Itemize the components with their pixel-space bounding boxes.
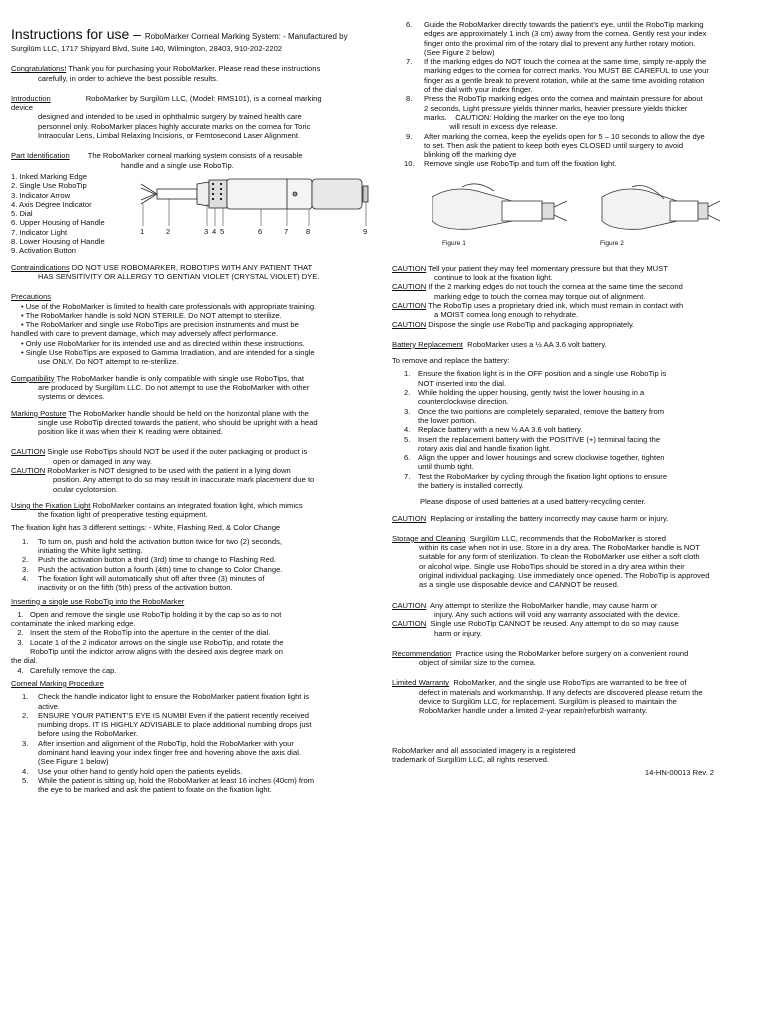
document-header: Instructions for use – RoboMarker Corneal Marking System: - Manufactured by: [11, 26, 348, 42]
precautions-heading: Precautions: [11, 292, 52, 302]
robomarker-diagram: [137, 172, 372, 244]
recommendation: Recommendation Practice using the RoboMarker before surgery on a convenient round: [392, 648, 689, 658]
part-identification-heading: Part Identification The RoboMarker corneal marking system consists of a reusable: [11, 151, 303, 161]
contraindications: Contraindications DO NOT USE ROBOMARKER, ROBOTIPS WITH ANY PATIENT THAT: [11, 262, 313, 272]
marking-posture: Marking Posture The RoboMarker handle should be held on the horizontal plane with the: [11, 408, 309, 418]
part-item: 6. Upper Housing of Handle: [11, 218, 105, 228]
left-column: Instructions for use – RoboMarker Corneal Marking System: - Manufactured by Surgilūm LLC, 1717 Shipyard Blvd, Suite 140, Wilmington, 28403, 910-202-2202 Congratulations! Thank you for purchasing your RoboMarker. Please read these instructions carefully, in order to achieve the best possible results. Introduction RoboMarker by Surgilūm LLC, (Model: RMS101), is a corneal marking device designed and intended to be used in ophthalmic surgery by trained health care personnel only. RoboMarker places highly accurate marks on the cornea for Toric Intraocular Lens, Limbal Relaxing Incisions, or Femtosecond Laser Alignment. Part Identification The RoboMarker corneal marking system consists of a reusable handle and a single use RoboTip. 1. Inked Marking Edge 2. Single Use RoboTip 3. Indicator Arrow 4. Axis Degree Indicator 5. Dial 6. Upper Housing of Handle 7. Indicator Light 8. Lower Housing of Handle 9. Activation Button 1 2 3 4 5 6 7 8 9 Contraindications DO NOT USE ROBOMARKER, ROBOTIPS WITH ANY PATIENT THAT HAS SENSITIVITY OR ALLERGY TO GENTIAN VIOLET (CRYSTAL VIOLET) DYE. Precautions • Use of the RoboMarker is limited to health care professionals with appropriate training. • The RoboMarker handle is sold NON STERILE. Do NOT attempt to sterilize. • The RoboMarker and single use RoboTips are precision instruments and must be handled with care to prevent damage, which may adversely affect performance. • Only use RoboMarker for its intended use and as directed within these instructions. • Single Use RoboTips are exposed to Gamma Irradiation, and are intended for a single use ONLY. Do NOT attempt to re-sterilize. Compatibility The RoboMarker handle is only compatible with single use RoboTips, that are produced by Surgilūm LLC. Do not attempt to use the RoboMarker with other systems or devices. Marking Posture The RoboMarker handle should be held on the horizontal plane with the single use RoboTip directed towards the patient, who should be upright with a head position like it was when their K reading were obtained. CAUTION Single use RoboTips should NOT be used if the outer packaging or product is open or damaged in any way. CAUTION RoboMarker is NOT designed to be used with the patient in a lying down position. Any attempt to do so may result in inaccurate mark placement due to ocular cyclotorsion. Using the Fixation Light RoboMarker contains an integrated fixation light, which mimics the fixation light of preoperative testing equipment. The fixation light has 3 different settings: - White, Flashing Red, & Color Change 1. To turn on, push and hold the activation button twice for two (2) seconds, initiating the White light setting. 2. Push the activation button a third (3rd) time to change to Flashing Red. 3. Push the activation button a fourth (4th) time to change to Color Change. 4. The fixation light will automatically shut off after three (3) minutes of inactivity or on the fifth (5th) press of the activation button. Inserting a single use RoboTip into the RoboMarker 1. Open and remove the single use RoboTip holding it by the cap so as to not contaminate the inked marking edge. 2. Insert the stem of the RoboTip into the aperture in the center of the dial. 3. Locate 1 of the 2 indicator arrows on the single use RoboTip, and rotate the RoboTip until the indictor arrow aligns with the desired axis degree mark on the dial. 4. Carefully remove the cap. Corneal Marking Procedure 1. Check the handle indicator light to ensure the RoboMarker patient fixation light is active. 2. ENSURE YOUR PATIENT’S EYE IS NUMB! Even if the patient recently received numbing drops. IT IS HIGHLY ADVISABLE to place additional numbing drops just before using the RoboMarker. 3. After insertion and alignment of the RoboTip, hold the RoboMarker with your dominant hand leaving your index finger free and hovering above the axis dial. (See Figure 1 below) 4. Use your other hand to gently hold open the patients eyelids. 5. While the patient is sitting up, hold the RoboMarker at least 16 inches (40cm) from the eye to be marked and ask the patient to fixate on the fixation light.: [11, 0, 376, 794]
limited-warranty: Limited Warranty RoboMarker, and the single use RoboTips are warranted to be free of: [392, 678, 687, 688]
part-item: 3. Indicator Arrow: [11, 190, 71, 200]
list-item: 4. Use your other hand to gently hold open the patients eyelids.: [22, 766, 243, 776]
list-item: 6. Align the upper and lower housings and screw clockwise together, tighten until thumb tight.: [404, 453, 665, 472]
document-subtitle: RoboMarker Corneal Marking System: - Manufactured by: [144, 32, 348, 41]
part-item: 1. Inked Marking Edge: [11, 171, 87, 181]
caution-note: CAUTION If the 2 marking edges do not touch the cornea at the same time the second: [392, 282, 683, 292]
list-item: 2. Push the activation button a third (3rd) time to change to Flashing Red.: [22, 555, 277, 565]
caution-note: CAUTION Dispose the single use RoboTip and packaging appropriately.: [392, 319, 635, 329]
diagram-label: 2: [166, 226, 171, 236]
list-item: 4. The fixation light will automatically shut off after three (3) minutes of inactivity or on the fifth (5th) press of the activation button.: [22, 573, 265, 593]
diagram-label: 4: [212, 226, 217, 236]
diagram-label: 9: [363, 226, 368, 236]
caution-note: CAUTION Tell your patient they may feel momentary pressure but that they MUST: [392, 263, 668, 273]
caution-note: CAUTION Replacing or installing the battery incorrectly may cause harm or injury.: [392, 513, 669, 523]
trademark-notice: RoboMarker and all associated imagery is a registered: [392, 745, 576, 755]
part-item: 7. Indicator Light: [11, 227, 68, 237]
list-item: 5. While the patient is sitting up, hold the RoboMarker at least 16 inches (40cm) from the eye to be marked and ask the patient to fixate on the fixation light.: [22, 775, 315, 795]
list-item: 3. Push the activation button a fourth (4th) time to change to Color Change.: [22, 564, 283, 574]
hand-holding-robomarker-figures: [432, 177, 722, 247]
diagram-label: 8: [306, 226, 311, 236]
list-item: 3. Once the two portions are completely separated, remove the battery from the lower portion.: [404, 406, 665, 425]
list-item: 3. After insertion and alignment of the RoboTip, hold the RoboMarker with your dominant hand leaving your index finger free and hovering above the axis dial. (See Figure 1 below): [22, 738, 302, 767]
list-item: 2. While holding the upper housing, gently twist the lower housing in a counterclockwise direction.: [404, 388, 645, 407]
fixation-light-heading: Using the Fixation Light RoboMarker contains an integrated fixation light, which mimics: [11, 500, 303, 510]
corneal-steps-continued: [392, 20, 762, 169]
robomarker-drawing: [137, 172, 372, 244]
diagram-label: 1: [140, 226, 145, 236]
manufacturer-address: Surgilūm LLC, 1717 Shipyard Blvd, Suite 140, Wilmington, 28403, 910-202-2202: [11, 44, 283, 53]
diagram-label: 3: [204, 226, 209, 236]
introduction-heading: Introduction RoboMarker by Surgilūm LLC, (Model: RMS101), is a corneal marking: [11, 93, 322, 103]
diagram-label: 6: [258, 226, 263, 236]
list-item: 7. If the marking edges do NOT touch the cornea at the same time, simply re-apply the marking edges to the cornea for correct marks. You MUST BE CAREFUL to use your finger as a gentle break to prevent rotation, while at the same time avoiding rotation of the dial with your index finger.: [406, 57, 709, 95]
corneal-steps: [11, 692, 376, 794]
part-item: 4. Axis Degree Indicator: [11, 199, 92, 209]
parts-list: [11, 172, 137, 256]
list-item: 8. Press the RoboTip marking edges onto the cornea and maintain pressure for about 2 seconds, Light pressure yields thinner marks, heavier pressure yields thicker marks. CAUTION: Holding the marker on the eye too long will result in excess dye release.: [406, 94, 703, 132]
diagram-label: 5: [220, 226, 225, 236]
battery-steps: [392, 369, 762, 490]
part-item: 8. Lower Housing of Handle: [11, 237, 105, 247]
figure-2-caption: Figure 2: [600, 239, 624, 247]
revision-number: 14-HN-00013 Rev. 2: [644, 768, 714, 778]
diagram-label: 7: [284, 226, 289, 236]
inserting-heading: Inserting a single use RoboTip into the RoboMarker: [11, 596, 185, 606]
part-item: 2. Single Use RoboTip: [11, 181, 87, 191]
compatibility: Compatibility The RoboMarker handle is only compatible with single use RoboTips, that: [11, 373, 304, 383]
list-item: 4. Replace battery with a new ½ AA 3.6 volt battery.: [404, 425, 583, 435]
battery-replacement: Battery Replacement RoboMarker uses a ½ AA 3.6 volt battery.: [392, 339, 607, 349]
corneal-marking-heading: Corneal Marking Procedure: [11, 678, 104, 688]
document-title: Instructions for use: [11, 26, 130, 42]
list-item: 6. Guide the RoboMarker directly towards the patient’s eye, until the RoboTip marking edges are approximately 1 inch (3 cm) away from the cornea. Gently rest your index finger onto the proximal rim of the rotary dial to prevent any further rotary motion. (See Figure 2 below): [406, 20, 707, 57]
storage-cleaning: Storage and Cleaning Surgilūm LLC, recommends that the RoboMarker is stored: [392, 533, 666, 543]
part-item: 5. Dial: [11, 209, 33, 219]
figures: [432, 177, 722, 257]
caution-note: CAUTION Any attempt to sterilize the RoboMarker handle, may cause harm or: [392, 600, 658, 610]
fixation-steps: [11, 537, 376, 593]
congratulations: Congratulations! Thank you for purchasing your RoboMarker. Please read these instructions: [11, 64, 321, 74]
battery-disposal-note: Please dispose of used batteries at a used battery-recycling center.: [420, 497, 646, 507]
caution-note: CAUTION Single use RoboTips should NOT be used if the outer packaging or product is: [11, 447, 308, 457]
caution-note: CAUTION RoboMarker is NOT designed to be used with the patient in a lying down: [11, 465, 291, 475]
caution-note: CAUTION The RoboTip uses a proprietary dried ink, which must remain in contact with: [392, 300, 684, 310]
right-column: 6. Guide the RoboMarker directly towards the patient’s eye, until the RoboTip marking edges are approximately 1 inch (3 cm) away from the cornea. Gently rest your index finger onto the proximal rim of the rotary dial to prevent any further rotary motion. (See Figure 2 below) 7. If the marking edges do NOT touch the cornea at the same time, simply re-apply the marking edges to the cornea for correct marks. You MUST BE CAREFUL to use your finger as a gentle break to prevent rotation, while at the same time avoiding rotation of the dial with your index finger. 8. Press the RoboTip marking edges onto the cornea and maintain pressure for about 2 seconds, Light pressure yields thinner marks, heavier pressure yields thicker marks. CAUTION: Holding the marker on the eye too long will result in excess dye release. 9. After marking the cornea, keep the eyelids open for 5 – 10 seconds to allow the dye to set. Then ask the patient to keep both eyes CLOSED until surgery to avoid blinking off the marking dye 10. Remove single use RoboTip and turn off the fixation light. Figure 1 Figure 2 CAUTION Tell your patient they may feel momentary pressure but that they MUST continue to look at the fixation light. CAUTION If the 2 marking edges do not touch the cornea at the same time the second marking edge to touch the cornea may torque out of alignment. CAUTION The RoboTip uses a proprietary dried ink, which must remain in contact with a MOIST cornea long enough to rehydrate. CAUTION Dispose the single use RoboTip and packaging appropriately. Battery Replacement RoboMarker uses a ½ AA 3.6 volt battery. To remove and replace the battery: 1. Ensure the fixation light is in the OFF position and a single use RoboTip is NOT inserted into the dial. 2. While holding the upper housing, gently twist the lower housing in a counterclockwise direction. 3. Once the two portions are completely separated, remove the battery from the lower portion. 4. Replace battery with a new ½ AA 3.6 volt battery. 5. Insert the replacement battery with the POSITIVE (+) terminal facing the rotary axis dial and handle fixation light. 6. Align the upper and lower housings and screw clockwise together, tighten until thumb tight. 7. Test the RoboMarker by cycling through the fixation light options to ensure the battery is installed correctly. Please dispose of used batteries at a used battery-recycling center. CAUTION Replacing or installing the battery incorrectly may cause harm or injury. Storage and Cleaning Surgilūm LLC, recommends that the RoboMarker is stored within its case when not in use. Store in a dry area. The RoboMarker handle is NOT suitable for any form of sterilization. To clean the RoboMarker use either a soft cloth or alcohol wipe. Single use RoboTips should be stored in a dry area within their original individual packaging. Use immediately once opened. The RoboTip is approved as a single use disposable device and CANNOT be reused. CAUTION Any attempt to sterilize the RoboMarker handle, may cause harm or injury. Any such actions will void any warranty associated with the device. CAUTION Single use RoboTip CANNOT be reused. Any attempt to do so may cause harm or injury. Recommendation Practice using the RoboMarker before surgery on a convenient round object of similar size to the cornea. Limited Warranty RoboMarker, and the single use RoboTips are warranted to be free of defect in materials and workmanship. If any defects are discovered please return the device to Surgilūm LLC, for replacement. Surgilūm is pleased to maintain the RoboMarker handle under a limited 2-year repair/refurbish warranty. RoboMarker and all associated imagery is a registered trademark of Surgilūm LLC, all rights reserved. 14-HN-00013 Rev. 2: [392, 0, 762, 778]
list-item: 5. Insert the replacement battery with the POSITIVE (+) terminal facing the rotary axis dial and handle fixation light.: [404, 434, 661, 453]
part-item: 9. Activation Button: [11, 246, 77, 256]
list-item: 10. Remove single use RoboTip and turn off the fixation light.: [404, 159, 617, 169]
list-item: 7. Test the RoboMarker by cycling through the fixation light options to ensure the battery is installed correctly.: [404, 471, 668, 490]
caution-note: CAUTION Single use RoboTip CANNOT be reused. Any attempt to do so may cause: [392, 619, 679, 629]
list-item: 9. After marking the cornea, keep the eyelids open for 5 – 10 seconds to allow the dye to set. Then ask the patient to keep both eyes CLOSED until surgery to avoid blinking off the marking dye: [406, 131, 705, 160]
list-item: 1. Ensure the fixation light is in the OFF position and a single use RoboTip is NOT inserted into the dial.: [404, 369, 667, 388]
list-item: 2. ENSURE YOUR PATIENT’S EYE IS NUMB! Even if the patient recently received numbing drops. IT IS HIGHLY ADVISABLE to place additional numbing drops just before using the RoboMarker.: [22, 710, 312, 739]
list-item: 1. To turn on, push and hold the activation button twice for two (2) seconds, initiating the White light setting.: [22, 536, 282, 556]
figure-1-caption: Figure 1: [442, 239, 466, 247]
list-item: 1. Check the handle indicator light to ensure the RoboMarker patient fixation light is active.: [22, 692, 309, 711]
